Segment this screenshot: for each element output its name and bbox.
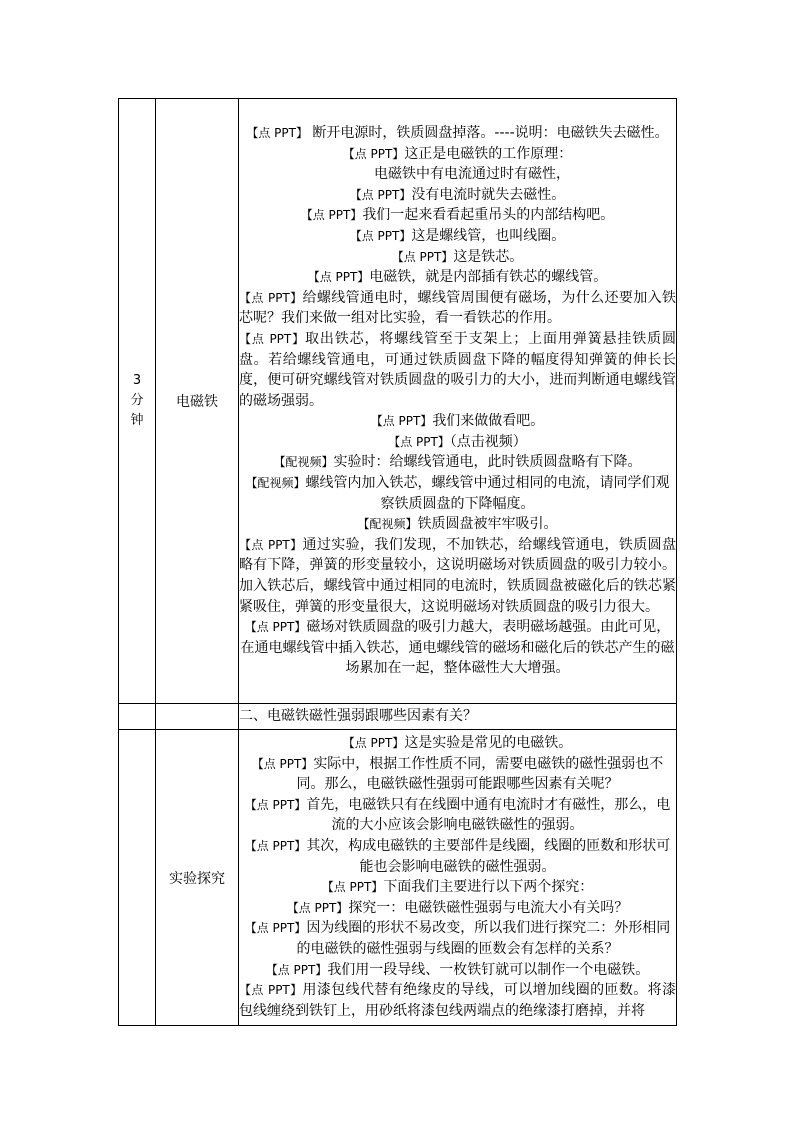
section-heading: 二、电磁铁磁性强弱跟哪些因素有关？: [239, 708, 477, 725]
ppt-tag: 【点 PPT】: [342, 146, 405, 161]
content-cell: [239, 704, 677, 730]
paragraph-text: 电磁铁中有电流通过时有磁性，: [374, 166, 570, 183]
ppt-tag: 【点 PPT】: [391, 249, 454, 264]
paragraph: [239, 514, 676, 535]
paragraph: [239, 247, 676, 268]
paragraph: [239, 733, 676, 754]
paragraph: [239, 432, 676, 453]
paragraph-text: 这正是电磁铁的工作原理：: [404, 145, 573, 162]
ppt-tag: 【点 PPT】: [388, 434, 450, 449]
paragraph: [239, 960, 676, 981]
paragraph-text: 首先，电磁铁只有在线圈中通有电流时才有磁性，那么，电流的大小应该会影响电磁铁磁性的强弱。: [306, 796, 671, 834]
table-row: [119, 730, 677, 1026]
paragraph: [239, 898, 676, 919]
paragraph: [239, 164, 676, 185]
ppt-tag: 【点 PPT】: [349, 228, 412, 243]
ppt-tag: 【点 PPT】: [342, 736, 405, 750]
paragraph: [239, 267, 676, 288]
paragraph: [239, 795, 676, 836]
paragraph-text: （点击视频）: [449, 433, 527, 450]
ppt-tag: 【点 PPT】: [286, 900, 349, 915]
paragraph-text: 探究一：电磁铁磁性强弱与电流大小有关吗？: [348, 899, 629, 916]
paragraph-text: 我们一起来看看起重吊头的内部结构吧。: [362, 207, 615, 224]
ppt-tag: 【点 PPT】: [307, 270, 370, 285]
paragraph: [239, 226, 676, 247]
paragraph-text: 给螺线管通电时，螺线管周围便有磁场，为什么还要加入铁芯呢？我们来做一组对比实验，看一看铁芯的作用。: [239, 289, 676, 327]
paragraph-text: 我们来做做看吧。: [432, 413, 545, 430]
ppt-tag: 【点 PPT】: [321, 880, 384, 895]
paragraph-text: 因为线圈的形状不易改变，所以我们进行探究二：外形相同的电磁铁的磁性强弱与线圈的匝数会有怎样的关系？: [296, 920, 671, 957]
ppt-tag: 【点 PPT】: [244, 620, 307, 635]
ppt-tag: 【点 PPT】: [370, 414, 433, 429]
content-cell: [239, 730, 677, 1026]
lesson-plan-table: [118, 98, 677, 1026]
table-row: [119, 99, 677, 704]
ppt-tag: 【点 PPT】: [244, 838, 307, 853]
paragraph-text: 取出铁芯，将螺线管至于支架上；上面用弹簧悬挂铁质圆盘。若给螺线管通电，可通过铁质圆盘下降的幅度得知弹簧的伸长长度，便可研究螺线管对铁质圆盘的吸引力的大小，进而判断通电螺线管的磁场强弱。: [239, 330, 676, 409]
paragraph: [239, 617, 676, 679]
paragraph-text: 用漆包线代替有绝缘皮的导线，可以增加线圈的匝数。将漆包线缠绕到铁钉上，用砂纸将漆包线两端点的绝缘漆打磨掉，并将: [239, 982, 676, 1019]
content-lines: [239, 733, 676, 1021]
ppt-tag: 【配视频】: [273, 455, 334, 470]
paragraph-text: 这是螺线管，也叫线圈。: [411, 227, 566, 244]
paragraph-text: 这是铁芯。: [453, 248, 524, 265]
ppt-tag: 【点 PPT】: [246, 125, 308, 140]
paragraph-text: 实际中，根据工作性质不同，需要电磁铁的磁性强弱也不同。那么，电磁铁磁性强弱可能跟哪些因素有关呢？: [296, 755, 664, 793]
paragraph: [239, 185, 676, 206]
ppt-tag: 【点 PPT】: [300, 208, 363, 223]
paragraph-text: 铁质圆盘被牢牢吸引。: [417, 516, 558, 533]
time-label: 3 分 钟: [130, 373, 144, 428]
paragraph-text: 我们用一段导线、一枚铁钉就可以制作一个电磁铁。: [327, 961, 650, 978]
paragraph: [239, 205, 676, 226]
paragraph: [239, 473, 676, 514]
content-lines: [239, 123, 676, 679]
time-cell: [119, 730, 156, 1026]
paragraph: [239, 452, 676, 473]
ppt-tag: 【点 PPT】: [251, 756, 314, 771]
ppt-tag: 【配视频】: [245, 476, 306, 491]
paragraph: [239, 144, 676, 165]
paragraph: [239, 754, 676, 795]
time-cell: [119, 704, 156, 730]
table-row: [119, 704, 677, 730]
content-cell: [239, 99, 677, 704]
phase-label: 电磁铁: [176, 394, 218, 410]
paragraph: [239, 535, 676, 617]
ppt-tag: 【点 PPT】: [244, 797, 307, 812]
paragraph: [239, 329, 676, 411]
paragraph-text: 没有电流时就失去磁性。: [411, 186, 566, 203]
ppt-tag: 【配视频】: [357, 517, 418, 532]
ppt-tag: 【点 PPT】: [239, 537, 303, 552]
ppt-tag: 【点 PPT】: [239, 290, 303, 305]
paragraph: [239, 980, 676, 1021]
ppt-tag: 【点 PPT】: [239, 983, 303, 998]
paragraph-text: 磁场对铁质圆盘的吸引力越大，表明磁场越强。由此可见，在通电螺线管中插入铁芯，通电螺线管的磁场和磁化后的铁芯产生的磁场累加在一起，整体磁性大大增强。: [240, 619, 675, 677]
paragraph: [239, 877, 676, 898]
paragraph: [239, 918, 676, 959]
ppt-tag: 【点 PPT】: [265, 962, 328, 977]
paragraph: [239, 123, 676, 144]
paragraph-text: 下面我们主要进行以下两个探究：: [383, 879, 594, 896]
paragraph-text: 实验时：给螺线管通电，此时铁质圆盘略有下降。: [333, 454, 642, 471]
phase-cell: [156, 99, 239, 704]
ppt-tag: 【点 PPT】: [349, 187, 412, 202]
paragraph-text: 其次，构成电磁铁的主要部件是线圈，线圈的匝数和形状可能也会影响电磁铁的磁性强弱。: [306, 837, 671, 875]
time-cell: [119, 99, 156, 704]
paragraph: [239, 836, 676, 877]
paragraph-text: 螺线管内加入铁芯，螺线管中通过相同的电流，请同学们观察铁质圆盘的下降幅度。: [305, 475, 670, 512]
paragraph-text: 断开电源时，铁质圆盘掉落。----说明：电磁铁失去磁性。: [307, 124, 669, 141]
paragraph: [239, 411, 676, 432]
paragraph-text: 通过实验，我们发现，不加铁芯，给螺线管通电，铁质圆盘略有下降，弹簧的形变量较小，这说明磁场对铁质圆盘的吸引力较小。加入铁芯后，螺线管中通过相同的电流时，铁质圆盘被磁化后的铁芯紧紧吸住，弹簧的形变量很大，这说明磁场对铁质圆盘的吸引力很大。: [239, 536, 676, 615]
phase-cell: [156, 704, 239, 730]
paragraph-text: 这是实验是常见的电磁铁。: [404, 735, 573, 751]
ppt-tag: 【点 PPT】: [244, 921, 307, 936]
paragraph-text: 电磁铁，就是内部插有铁芯的螺线管。: [369, 269, 608, 286]
phase-label: 实验探究: [169, 870, 225, 887]
ppt-tag: 【点 PPT】: [239, 331, 305, 346]
phase-cell: [156, 730, 239, 1026]
paragraph: [239, 288, 676, 329]
